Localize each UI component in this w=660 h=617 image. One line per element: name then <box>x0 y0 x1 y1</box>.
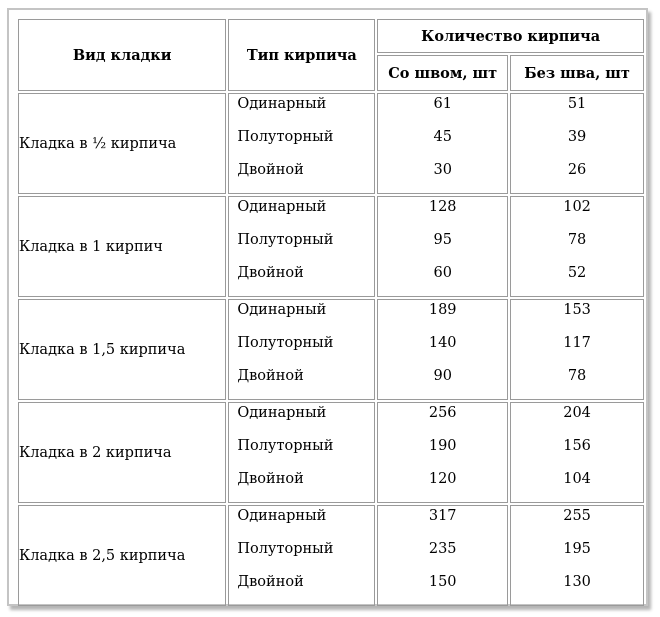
table-row <box>18 505 644 606</box>
brick-type: Полуторный <box>237 438 334 454</box>
brick-type: Полуторный <box>237 335 334 351</box>
table-body <box>18 93 644 606</box>
without-seam-cell <box>510 196 644 297</box>
without-seam-value: 204 <box>563 405 591 421</box>
with-seam-value: 189 <box>428 302 457 318</box>
with-seam-value: 128 <box>428 199 457 215</box>
masonry-cell: Кладка в 2 кирпича <box>18 402 226 503</box>
brick-quantity-table <box>16 17 646 608</box>
brick-type: Двойной <box>237 574 304 590</box>
with-seam-value: 30 <box>433 162 452 178</box>
with-seam-cell <box>377 196 508 297</box>
table-header <box>18 19 644 91</box>
with-seam-cell <box>377 93 508 194</box>
brick-type: Одинарный <box>237 302 327 318</box>
without-seam-value: 78 <box>567 368 587 384</box>
with-seam-value: 256 <box>428 405 457 421</box>
with-seam-cell <box>377 299 508 400</box>
without-seam-value: 104 <box>563 471 591 487</box>
brick-type: Полуторный <box>237 232 334 248</box>
with-seam-value: 95 <box>433 232 452 248</box>
brick-types-cell <box>228 93 375 194</box>
with-seam-value: 140 <box>428 335 457 351</box>
without-seam-value: 102 <box>563 199 591 215</box>
brick-types-cell <box>228 505 375 606</box>
table-row <box>18 402 644 503</box>
with-seam-value: 45 <box>433 129 452 145</box>
brick-type: Одинарный <box>237 508 327 524</box>
without-seam-value: 39 <box>567 129 587 145</box>
header-quantity: Количество кирпича <box>377 19 644 53</box>
with-seam-cell <box>377 505 508 606</box>
table-row <box>18 299 644 400</box>
with-seam-value: 190 <box>428 438 457 454</box>
without-seam-value: 153 <box>563 302 591 318</box>
masonry-cell: Кладка в 1,5 кирпича <box>18 299 226 400</box>
with-seam-value: 317 <box>428 508 457 524</box>
without-seam-value: 52 <box>567 265 587 281</box>
with-seam-value: 120 <box>428 471 457 487</box>
without-seam-cell <box>510 299 644 400</box>
brick-type: Одинарный <box>237 405 327 421</box>
without-seam-value: 195 <box>563 541 591 557</box>
brick-type: Одинарный <box>237 96 327 112</box>
without-seam-value: 51 <box>567 96 587 112</box>
masonry-cell: Кладка в 1 кирпич <box>18 196 226 297</box>
without-seam-value: 156 <box>563 438 591 454</box>
with-seam-value: 235 <box>428 541 457 557</box>
table-row <box>18 196 644 297</box>
header-with-seam: Со швом, шт <box>377 55 508 91</box>
header-without-seam: Без шва, шт <box>510 55 644 91</box>
brick-types-cell <box>228 196 375 297</box>
header-masonry: Вид кладки <box>18 19 226 91</box>
with-seam-value: 150 <box>428 574 457 590</box>
brick-type: Полуторный <box>237 129 334 145</box>
with-seam-value: 90 <box>433 368 452 384</box>
without-seam-value: 130 <box>563 574 591 590</box>
without-seam-value: 78 <box>567 232 587 248</box>
without-seam-value: 26 <box>567 162 587 178</box>
document-frame <box>7 8 648 606</box>
brick-type: Двойной <box>237 471 304 487</box>
brick-type: Полуторный <box>237 541 334 557</box>
header-brick-type: Тип кирпича <box>228 19 375 91</box>
brick-types-cell <box>228 402 375 503</box>
brick-type: Двойной <box>237 162 304 178</box>
with-seam-value: 60 <box>433 265 452 281</box>
table-row <box>18 93 644 194</box>
with-seam-value: 61 <box>433 96 452 112</box>
brick-type: Двойной <box>237 265 304 281</box>
without-seam-cell <box>510 93 644 194</box>
masonry-cell: Кладка в 2,5 кирпича <box>18 505 226 606</box>
with-seam-cell <box>377 402 508 503</box>
brick-type: Одинарный <box>237 199 327 215</box>
without-seam-value: 117 <box>563 335 591 351</box>
brick-types-cell <box>228 299 375 400</box>
masonry-cell: Кладка в ½ кирпича <box>18 93 226 194</box>
without-seam-cell <box>510 402 644 503</box>
brick-type: Двойной <box>237 368 304 384</box>
without-seam-cell <box>510 505 644 606</box>
without-seam-value: 255 <box>563 508 591 524</box>
